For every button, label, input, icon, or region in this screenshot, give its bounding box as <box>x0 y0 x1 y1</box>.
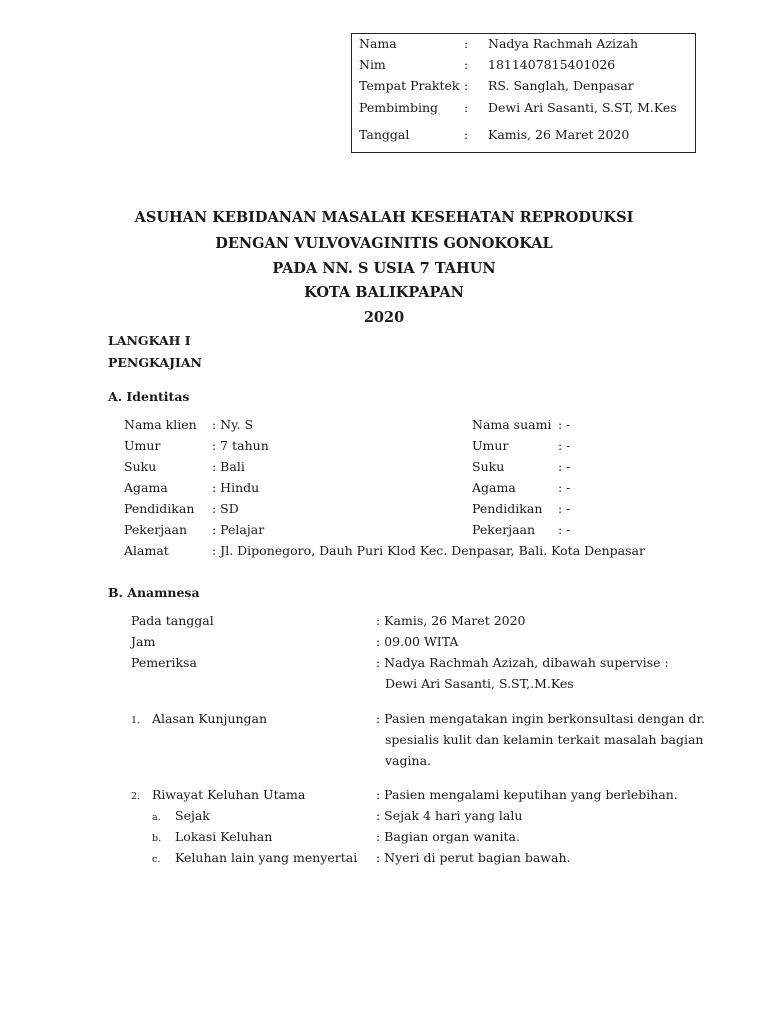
item2-number: 2. <box>131 791 141 802</box>
pada-tanggal-label: Pada tanggal <box>131 613 214 628</box>
info-sep-pembimbing: : <box>464 100 469 115</box>
sub-letter: a. <box>152 812 161 823</box>
husband-value: : - <box>558 501 571 516</box>
client-value: : Hindu <box>212 480 260 495</box>
client-value: : 7 tahun <box>212 438 269 453</box>
item1-value: : Pasien mengatakan ingin berkonsultasi dengan dr. <box>376 711 706 726</box>
pemeriksa-value: : Nadya Rachmah Azizah, dibawah supervise : <box>376 655 669 670</box>
husband-label: Suku <box>472 459 505 474</box>
client-value: : Bali <box>212 459 245 474</box>
husband-label: Pendidikan <box>472 501 543 516</box>
sub-letter: c. <box>152 854 161 865</box>
client-value: : SD <box>212 501 239 516</box>
pemeriksa-label: Pemeriksa <box>131 655 197 670</box>
husband-label: Pekerjaan <box>472 522 536 537</box>
identitas-heading: A. Identitas <box>108 389 190 404</box>
info-value-pembimbing: Dewi Ari Sasanti, S.ST, M.Kes <box>488 100 677 115</box>
info-label-pembimbing: Pembimbing <box>359 100 439 115</box>
title-line-4: KOTA BALIKPAPAN <box>304 284 464 301</box>
info-label-nama: Nama <box>359 36 397 51</box>
info-label-tanggal: Tanggal <box>359 127 410 142</box>
sub-letter: b. <box>152 833 162 844</box>
husband-value: : - <box>558 417 571 432</box>
husband-value: : - <box>558 438 571 453</box>
pemeriksa-value-cont: Dewi Ari Sasanti, S.ST,.M.Kes <box>385 676 574 691</box>
alamat-label: Alamat <box>124 543 169 558</box>
alamat-value: : Jl. Diponegoro, Dauh Puri Klod Kec. Denpasar, Bali. Kota Denpasar <box>212 543 645 558</box>
jam-label: Jam <box>131 634 156 649</box>
client-label: Pendidikan <box>124 501 195 516</box>
client-value: : Ny. S <box>212 417 254 432</box>
client-label: Pekerjaan <box>124 522 188 537</box>
sub-value: : Sejak 4 hari yang lalu <box>376 808 523 823</box>
item1-number: 1. <box>131 715 141 726</box>
info-value-nim: 1811407815401026 <box>488 57 616 72</box>
client-label: Umur <box>124 438 161 453</box>
info-label-tempat: Tempat Praktek <box>359 78 460 93</box>
item1-value-cont1: spesialis kulit dan kelamin terkait masalah bagian <box>385 732 704 747</box>
item2-label: Riwayat Keluhan Utama <box>152 787 306 802</box>
pada-tanggal-value: : Kamis, 26 Maret 2020 <box>376 613 526 628</box>
husband-label: Nama suami <box>472 417 552 432</box>
info-sep-nim: : <box>464 57 469 72</box>
husband-value: : - <box>558 522 571 537</box>
sub-label: Sejak <box>175 808 210 823</box>
client-value: : Pelajar <box>212 522 265 537</box>
sub-value: : Nyeri di perut bagian bawah. <box>376 850 571 865</box>
sub-label: Keluhan lain yang menyertai <box>175 850 358 865</box>
client-label: Suku <box>124 459 157 474</box>
item1-value-cont2: vagina. <box>385 753 431 768</box>
step-heading: LANGKAH I <box>108 333 191 348</box>
sub-value: : Bagian organ wanita. <box>376 829 520 844</box>
client-label: Agama <box>124 480 168 495</box>
husband-label: Agama <box>472 480 516 495</box>
step-subheading: PENGKAJIAN <box>108 355 202 370</box>
husband-value: : - <box>558 480 571 495</box>
sub-label: Lokasi Keluhan <box>175 829 273 844</box>
info-label-nim: Nim <box>359 57 386 72</box>
title-line-1: ASUHAN KEBIDANAN MASALAH KESEHATAN REPRODUKSI <box>134 209 634 226</box>
info-value-tempat: RS. Sanglah, Denpasar <box>488 78 634 93</box>
title-line-5: 2020 <box>363 309 405 326</box>
jam-value: : 09.00 WITA <box>376 634 459 649</box>
info-sep-tempat: : <box>464 78 469 93</box>
husband-value: : - <box>558 459 571 474</box>
title-line-3: PADA NN. S USIA 7 TAHUN <box>272 260 496 277</box>
client-label: Nama klien <box>124 417 197 432</box>
info-sep-nama: : <box>464 36 469 51</box>
info-sep-tanggal: : <box>464 127 469 142</box>
item2-value: : Pasien mengalami keputihan yang berlebihan. <box>376 787 678 802</box>
husband-label: Umur <box>472 438 509 453</box>
info-value-tanggal: Kamis, 26 Maret 2020 <box>488 127 630 142</box>
item1-label: Alasan Kunjungan <box>152 711 268 726</box>
info-value-nama: Nadya Rachmah Azizah <box>488 36 639 51</box>
title-line-2: DENGAN VULVOVAGINITIS GONOKOKAL <box>215 235 553 252</box>
anamnesa-heading: B. Anamnesa <box>108 585 200 600</box>
